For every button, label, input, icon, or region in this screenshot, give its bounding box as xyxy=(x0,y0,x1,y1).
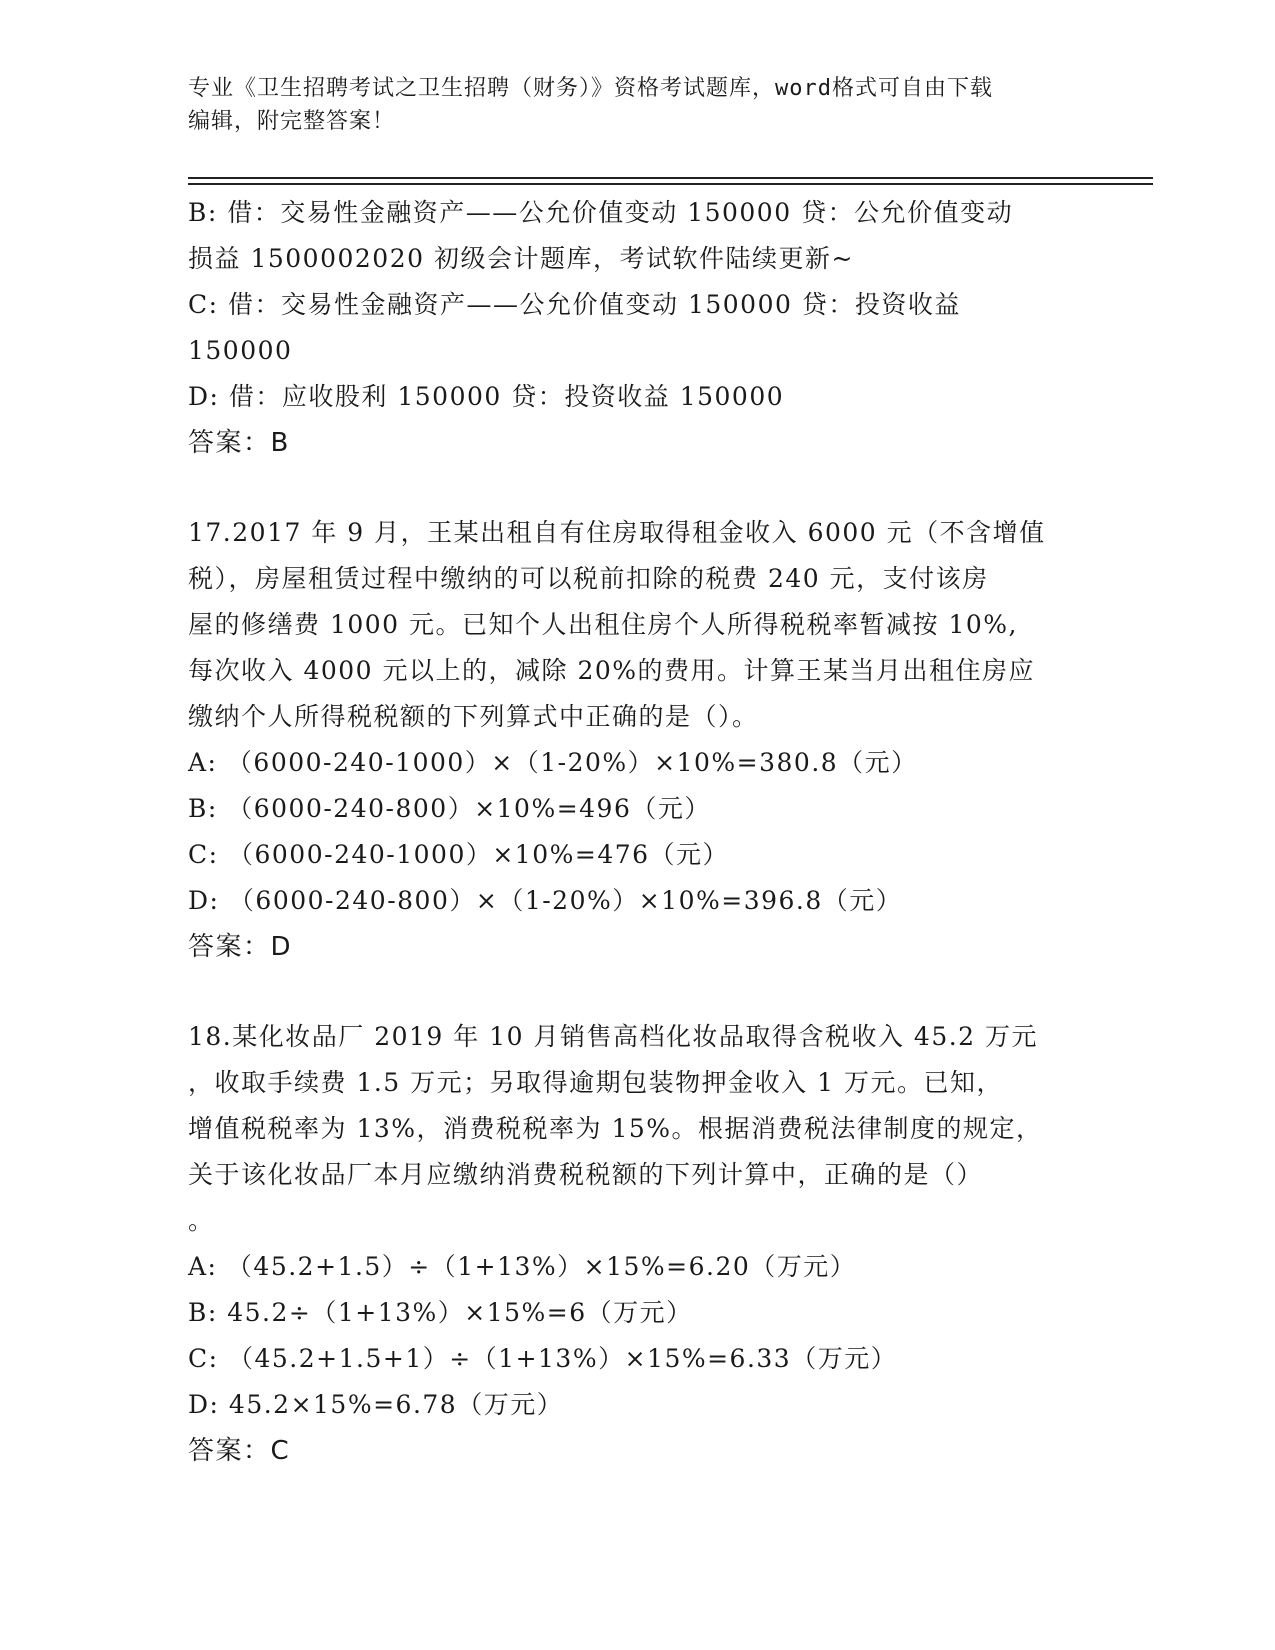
q16-option-b-line-1: B: 借：交易性金融资产——公允价值变动 150000 贷：公允价值变动 xyxy=(188,198,1014,227)
q17-option-b: B: （6000-240-800）×10%=496（元） xyxy=(188,794,711,823)
q18-stem-line: 关于该化妆品厂本月应缴纳消费税税额的下列计算中，正确的是（） xyxy=(188,1160,984,1189)
header-divider-bottom xyxy=(188,183,1153,185)
q16-option-d: D: 借：应收股利 150000 贷：投资收益 150000 xyxy=(188,382,785,411)
q18-stem-line: 18.某化妆品厂 2019 年 10 月销售高档化妆品取得含税收入 45.2 万元 xyxy=(188,1022,1039,1051)
q18-stem-line: 增值税税率为 13%，消费税税率为 15%。根据消费税法律制度的规定， xyxy=(188,1114,1043,1143)
q17-answer: 答案：D xyxy=(188,932,293,962)
q16-option-c-line-1: C: 借：交易性金融资产——公允价值变动 150000 贷：投资收益 xyxy=(188,290,961,319)
q18-answer: 答案：C xyxy=(188,1436,291,1466)
spacer xyxy=(188,466,1068,510)
question-16-block xyxy=(188,190,1068,466)
q18-option-c: C: （45.2+1.5+1）÷（1+13%）×15%=6.33（万元） xyxy=(188,1344,898,1373)
q16-option-c-line-2: 150000 xyxy=(188,336,293,365)
q16-answer: 答案：B xyxy=(188,428,290,458)
q18-stem-line: 。 xyxy=(188,1206,215,1235)
q17-stem-line: 缴纳个人所得税税额的下列算式中正确的是（）。 xyxy=(188,702,759,731)
question-18-block xyxy=(188,1014,1068,1474)
q17-stem-line: 税），房屋租赁过程中缴纳的可以税前扣除的税费 240 元，支付该房 xyxy=(188,564,989,593)
q18-option-d: D: 45.2×15%=6.78（万元） xyxy=(188,1390,564,1419)
question-17-block xyxy=(188,510,1068,970)
q18-stem-line: ，收取手续费 1.5 万元；另取得逾期包装物押金收入 1 万元。已知， xyxy=(188,1068,1003,1097)
q18-option-a: A: （45.2+1.5）÷（1+13%）×15%=6.20（万元） xyxy=(188,1252,857,1281)
q17-option-d: D: （6000-240-800）×（1-20%）×10%=396.8（元） xyxy=(188,886,903,915)
q16-option-b-line-2: 损益 1500002020 初级会计题库，考试软件陆续更新~ xyxy=(188,244,854,273)
q18-option-b: B: 45.2÷（1+13%）×15%=6（万元） xyxy=(188,1298,693,1327)
document-body xyxy=(188,190,1068,1474)
q17-stem-line: 17.2017 年 9 月，王某出租自有住房取得租金收入 6000 元（不含增值 xyxy=(188,518,1046,547)
q17-stem-line: 每次收入 4000 元以上的，减除 20%的费用。计算王某当月出租住房应 xyxy=(188,656,1036,685)
header-line-2: 编辑，附完整答案！ xyxy=(188,109,396,134)
header-line-1: 专业《卫生招聘考试之卫生招聘（财务）》资格考试题库，word格式可自由下载 xyxy=(188,76,993,101)
header-divider-top xyxy=(188,177,1153,179)
document-header xyxy=(188,72,1068,138)
q17-stem-line: 屋的修缮费 1000 元。已知个人出租住房个人所得税税率暂减按 10%, xyxy=(188,610,1018,639)
q17-option-a: A: （6000-240-1000）×（1-20%）×10%=380.8（元） xyxy=(188,748,918,777)
spacer xyxy=(188,970,1068,1014)
q17-option-c: C: （6000-240-1000）×10%=476（元） xyxy=(188,840,730,869)
